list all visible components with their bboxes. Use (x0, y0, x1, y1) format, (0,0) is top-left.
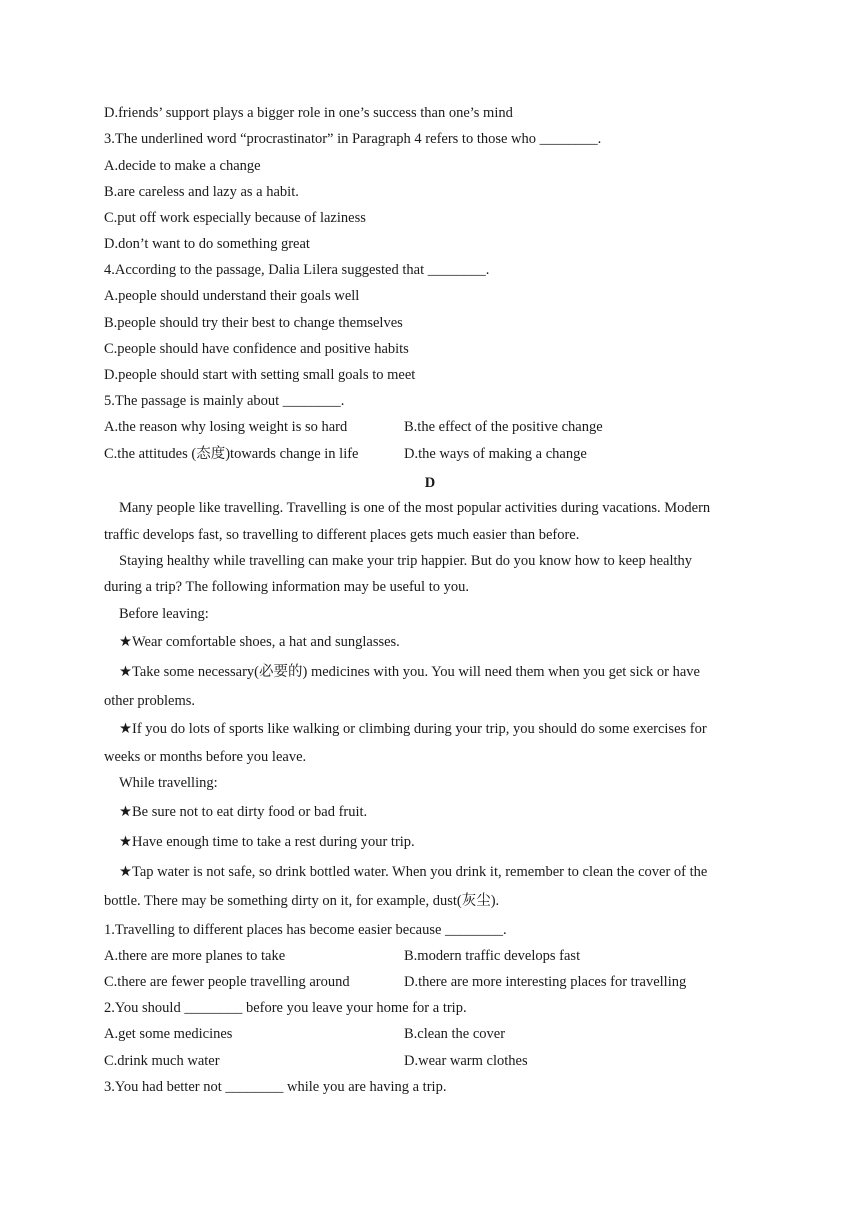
while-tip-1: ★Be sure not to eat dirty food or bad fruit. (119, 804, 368, 820)
prev-q5-option-d: D.the ways of making a change (404, 446, 587, 462)
d-q1-option-c: C.there are fewer people travelling around (104, 974, 350, 990)
prev-q4-option-c: C.people should have confidence and positive habits (104, 341, 409, 357)
prev-q5-option-c: C.the attitudes (态度)towards change in life (104, 446, 359, 462)
prev-q3-option-c: C.put off work especially because of laziness (104, 210, 366, 226)
before-tip-3-line1: ★If you do lots of sports like walking or climbing during your trip, you should do some exercises for (119, 721, 707, 737)
d-q2-option-b: B.clean the cover (404, 1026, 506, 1042)
d-q2-option-d: D.wear warm clothes (404, 1053, 528, 1069)
prev-q3-option-b: B.are careless and lazy as a habit. (104, 184, 299, 200)
before-leaving-label: Before leaving: (119, 606, 209, 622)
para1-line1: Many people like travelling. Travelling is one of the most popular activities during vacations. Modern (119, 500, 711, 516)
while-tip-3-line2: bottle. There may be something dirty on it, for example, dust(灰尘). (104, 893, 500, 909)
para2-line1: Staying healthy while travelling can make your trip happier. But do you know how to keep healthy (119, 553, 693, 569)
section-heading: D (424, 475, 436, 491)
prev-q4-option-d: D.people should start with setting small goals to meet (104, 367, 416, 383)
prev-q5-stem: 5.The passage is mainly about ________. (104, 393, 345, 409)
before-tip-2-line2: other problems. (104, 693, 196, 709)
prev-q2-option-d: D.friends’ support plays a bigger role in one’s success than one’s mind (104, 105, 513, 121)
while-tip-2: ★Have enough time to take a rest during your trip. (119, 834, 415, 850)
prev-q3-option-a: A.decide to make a change (104, 158, 261, 174)
prev-q4-stem: 4.According to the passage, Dalia Lilera suggested that ________. (104, 262, 490, 278)
prev-q5-option-b: B.the effect of the positive change (404, 419, 603, 435)
while-travelling-label: While travelling: (119, 775, 218, 791)
prev-q5-option-a: A.the reason why losing weight is so hard (104, 419, 348, 435)
d-q1-option-a: A.there are more planes to take (104, 948, 286, 964)
d-q1-option-b: B.modern traffic develops fast (404, 948, 581, 964)
d-q2-option-a: A.get some medicines (104, 1026, 233, 1042)
before-tip-2-line1: ★Take some necessary(必要的) medicines with you. You will need them when you get sick or have (119, 664, 700, 680)
prev-q4-option-a: A.people should understand their goals well (104, 288, 360, 304)
d-q1-option-d: D.there are more interesting places for travelling (404, 974, 687, 990)
para1-line2: traffic develops fast, so travelling to different places gets much easier than before. (104, 527, 580, 543)
para2-line2: during a trip? The following information may be useful to you. (104, 579, 469, 595)
prev-q3-stem: 3.The underlined word “procrastinator” in Paragraph 4 refers to those who ________. (104, 131, 602, 147)
d-q3-stem: 3.You had better not ________ while you are having a trip. (104, 1079, 447, 1095)
prev-q4-option-b: B.people should try their best to change themselves (104, 315, 403, 331)
prev-q3-option-d: D.don’t want to do something great (104, 236, 310, 252)
while-tip-3-line1: ★Tap water is not safe, so drink bottled water. When you drink it, remember to clean the cover of the (119, 864, 708, 880)
before-tip-3-line2: weeks or months before you leave. (104, 749, 307, 765)
before-tip-1: ★Wear comfortable shoes, a hat and sunglasses. (119, 634, 400, 650)
d-q2-option-c: C.drink much water (104, 1053, 220, 1069)
d-q1-stem: 1.Travelling to different places has become easier because ________. (104, 922, 507, 938)
d-q2-stem: 2.You should ________ before you leave your home for a trip. (104, 1000, 467, 1016)
